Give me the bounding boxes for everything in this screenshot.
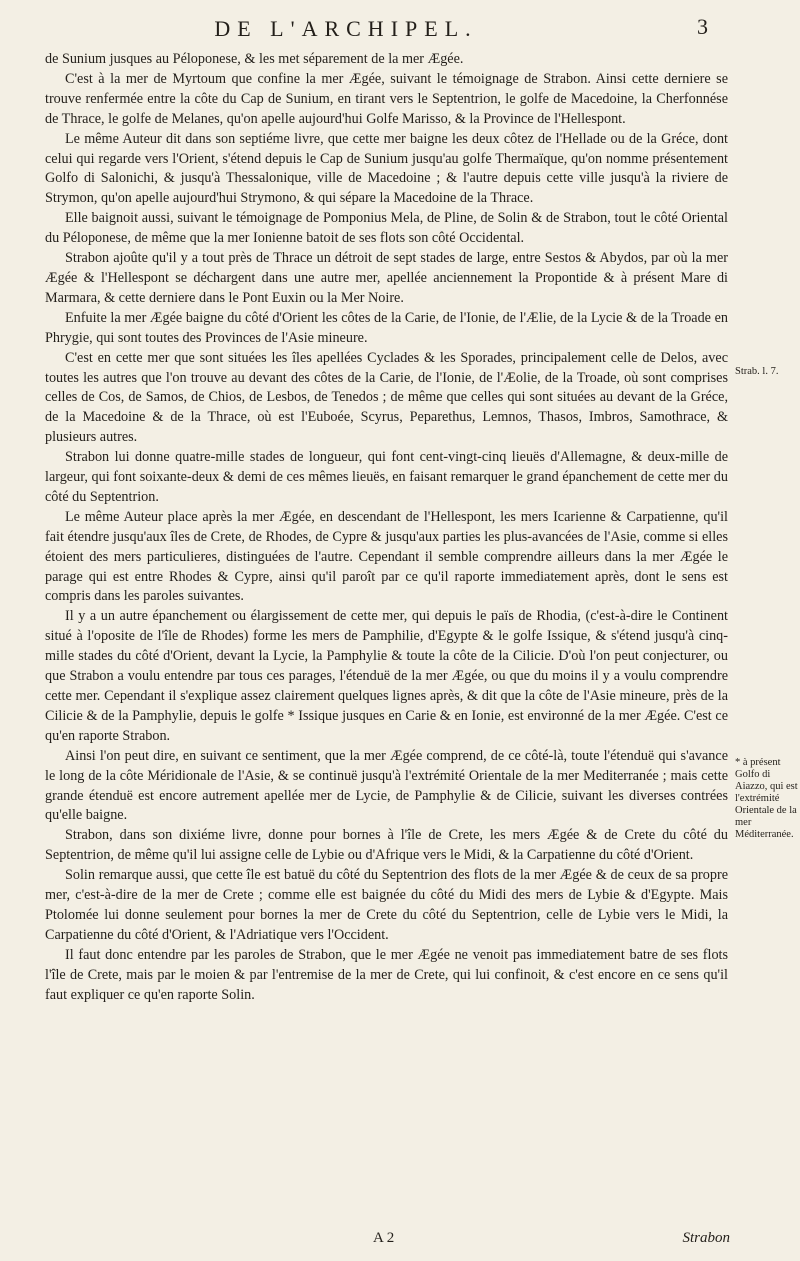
paragraph: de Sunium jusques au Péloponese, & les met séparement de la mer Ægée.	[45, 51, 464, 67]
paragraph: Ainsi l'on peut dire, en suivant ce sentiment, que la mer Ægée comprend, de ce côté-là, toute l'étenduë qui s'avance le long de la côte Méridionale de l'Asie, & se continuë jusqu'à l'extrémité Orientale de la mer Mediterranée ; mais cette grande étenduë est encore autrement apellée mer de Lycie, de Pamphylie & de Cilicie, suivant les diverses contrées qu'elle baigne.	[45, 747, 728, 824]
margin-note-issique: * à présent Golfo di Aiazzo, qui est l'extrémité Orientale de la mer Méditerranée.	[735, 757, 798, 840]
paragraph: C'est à la mer de Myrtoum que confine la mer Ægée, suivant le témoignage de Strabon. Ainsi cette derniere se trouve renfermée entre la côte du Cap de Sunium, en tirant vers le Septentrion, le golfe de Macedoine, la Cherfonnése de Thrace, le golfe de Melanes, qu'on apelle aujourd'hui Golfe Marisso, & la Province de l'Hellespont.	[45, 70, 728, 127]
paragraph: Il y a un autre épanchement ou élargissement de cette mer, qui depuis le païs de Rhodia, (c'est-à-dire le Continent situé à l'oposite de l'île de Rhodes) forme les mers de Pamphilie, d'Egypte & le golfe Issique, & s'étend jusqu'à cinq-mille stades du côté d'Orient, devant la Lycie, la Pamphylie & toute la côte de la Cilicie. D'où l'on peut conjecturer, ou que Strabon a voulu entendre par tous ces parages, l'étenduë de la mer Ægée, ou que du moins il y a voulu comprendre cette mer. Cependant il s'explique assez clairement quelques lignes après, & dit que la côte de l'Asie mineure, près de la Cilicie & de la Pamphylie, depuis le golfe * Issique jusques en Carie & en Ionie, est environné de la mer Ægée. C'est ce qu'en raporte Strabon.	[45, 608, 728, 744]
main-text	[45, 50, 728, 1006]
page-number: 3	[697, 14, 708, 39]
catchword: Strabon	[682, 1230, 730, 1246]
signature-mark: A 2	[373, 1230, 395, 1246]
running-title: DE L'ARCHIPEL.	[214, 16, 478, 41]
paragraph: Enfuite la mer Ægée baigne du côté d'Orient les côtes de la Carie, de l'Ionie, de l'Ælie, de la Lycie & de la Troade en Phrygie, qui sont toutes des Provinces de l'Asie mineure.	[45, 309, 728, 346]
paragraph: Solin remarque aussi, que cette île est batuë du côté du Septentrion des flots de la mer Ægée & de ceux de sa propre mer, c'est-à-dire de la mer de Crete ; comme elle est baignée du côté du Midi des mers de Lybie & d'Egypte. Mais Ptolomée lui donne seulement pour bornes la mer de Crete du côté du Septentrion, celle de Lybie vers le Midi, la Carpatienne du côté d'Orient, & l'Adriatique vers l'Occident.	[45, 867, 728, 943]
paragraph: Le même Auteur place après la mer Ægée, en descendant de l'Hellespont, les mers Icarienne & Carpatienne, qu'il fait étendre jusqu'aux îles de Crete, de Rhodes, de Cypre & jusqu'aux parties les plus-avancées de l'Asie, comme si elles étoient des mers particulieres, distinguées de l'autre. Cependant il semble comprendre ailleurs dans la mer Ægée le parage qui est entre Rhodes & Cypre, ainsi qu'il paroît par ce qu'il raporte immediatement après, dont le sens est compris dans les paroles suivantes.	[45, 508, 728, 605]
paragraph: Strabon ajoûte qu'il y a tout près de Thrace un détroit de sept stades de large, entre Sestos & Abydos, par où la mer Ægée & l'Hellespont se déchargent dans une autre mer, apellée anciennement la Propontide & à présent Mare di Marmara, & cette derniere dans le Pont Euxin ou la Mer Noire.	[45, 250, 728, 306]
paragraph: Elle baignoit aussi, suivant le témoignage de Pomponius Mela, de Pline, de Solin & de Strabon, tout le côté Oriental du Péloponese, de même que la mer Ionienne batoit de ses flots son côté Occidental.	[45, 210, 728, 247]
paragraph: Strabon, dans son dixiéme livre, donne pour bornes à l'île de Crete, les mers Ægée & de Crete du côté du Septentrion, de même qu'il lui assigne celle de Lybie ou d'Afrique vers le Midi, & la Carpatienne du côté d'Orient.	[45, 827, 728, 864]
margin-note-strabo: Strab. l. 7.	[735, 366, 779, 377]
paragraph: Le même Auteur dit dans son septiéme livre, que cette mer baigne les deux côtez de l'Hellade ou de la Gréce, dont celui qui regarde vers l'Orient, s'étend depuis le Cap de Sunium jusqu'au golfe Thermaïque, qu'on nomme présentement Golfo di Salonichi, & jusqu'à Thessalonique, ville de Macedoine ; & l'autre depuis cette ville jusqu'à la riviere de Strymon, qu'on apelle aujourd'hui Strymono, & qui sépare la Macedoine de la Thrace.	[45, 130, 728, 207]
paragraph: Il faut donc entendre par les paroles de Strabon, que le mer Ægée ne venoit pas immediatement batre de ses flots l'île de Crete, mais par le moien & par l'entremise de la mer de Crete, qui lui confinoit, & c'est encore en ce sens qu'il faut expliquer ce qu'en raporte Solin.	[45, 946, 728, 1003]
paragraph: Strabon lui donne quatre-mille stades de longueur, qui font cent-vingt-cinq lieuës d'Allemagne, & deux-mille de largeur, qui font soixante-deux & demi de ces mêmes lieuës, en faisant remarquer le grand épanchement de cette mer du côté du Septentrion.	[45, 449, 728, 505]
paragraph: C'est en cette mer que sont situées les îles apellées Cyclades & les Sporades, principalement celle de Delos, avec toutes les autres que l'on trouve au devant des côtes de la Carie, de l'Ionie, de l'Æolie, de la Troade, où sont comprises celles de Cos, de Samos, de Chios, de Lesbos, de Tenedos ; de même que celles qui sont situées au devant de la Gréce, de la Macedoine & de la Thrace, où est l'Euboée, Scyrus, Peparethus, Lemnos, Thasos, Imbros, Samothrace, & plusieurs autres.	[45, 349, 728, 446]
